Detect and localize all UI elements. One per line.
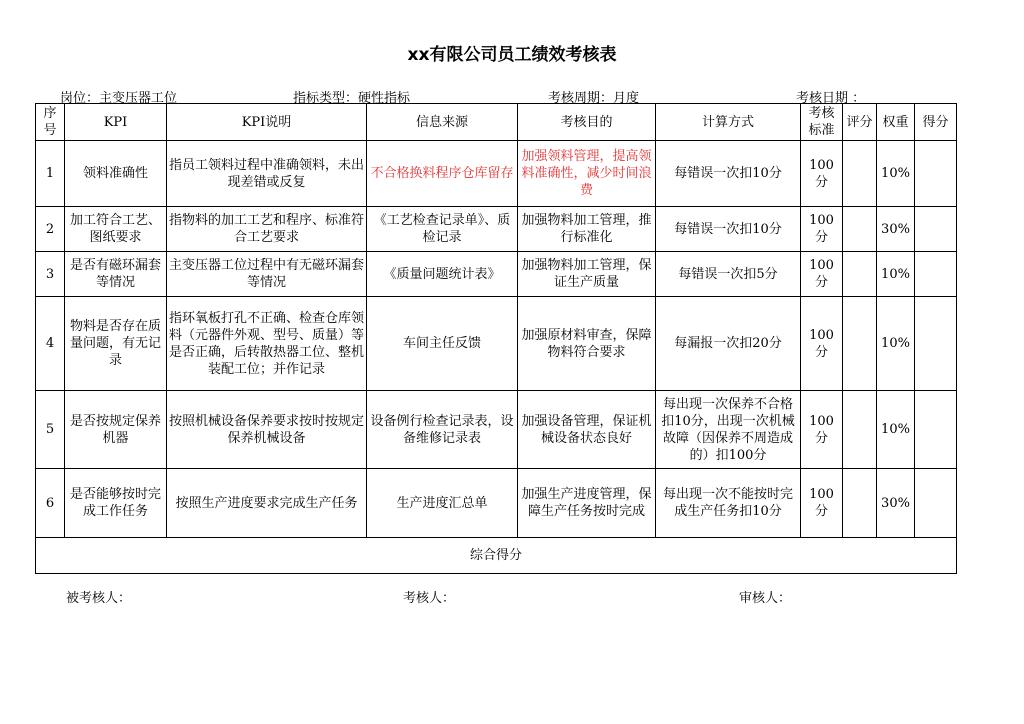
row-source: 《工艺检查记录单》、质检记录 [367,207,518,252]
row-source: 车间主任反馈 [367,297,518,391]
date-label: 考核日期 ： [796,91,866,106]
table-row [36,207,957,252]
row-result[interactable] [915,141,957,207]
row-purpose: 加强设备管理，保证机械设备状态良好 [518,391,656,469]
row-desc: 指员工领料过程中准确领料，未出现差错或反复 [167,141,367,207]
header-kpi: KPI [65,104,167,141]
row-kpi: 领料准确性 [65,141,167,207]
row-desc: 按照机械设备保养要求按时按规定保养机械设备 [167,391,367,469]
row-desc: 主变压器工位过程中有无磁环漏套等情况 [167,252,367,297]
row-result[interactable] [915,391,957,469]
assessee-signature: 被考核人： [66,591,132,606]
row-standard: 100分 [801,297,843,391]
row-source: 不合格换料程序仓库留存 [367,141,518,207]
row-kpi: 是否按规定保养机器 [65,391,167,469]
header-source: 信息来源 [367,104,518,141]
period-label: 考核周期：月度 [548,91,640,106]
table-row [36,252,957,297]
row-desc: 指物料的加工工艺和程序、标准符合工艺要求 [167,207,367,252]
row-score[interactable] [843,391,877,469]
row-standard: 100分 [801,391,843,469]
row-weight: 30% [877,469,915,538]
row-standard: 100分 [801,252,843,297]
row-calc: 每错误一次扣5分 [656,252,801,297]
row-no: 4 [36,297,65,391]
header-purpose: 考核目的 [518,104,656,141]
row-purpose: 加强物料加工管理，保证生产质量 [518,252,656,297]
row-score[interactable] [843,207,877,252]
row-source: 设备例行检查记录表，设备维修记录表 [367,391,518,469]
row-calc: 每错误一次扣10分 [656,141,801,207]
row-purpose: 加强领料管理，提高领料准确性，减少时间浪费 [518,141,656,207]
row-kpi: 是否有磁环漏套等情况 [65,252,167,297]
header-kpi-desc: KPI说明 [167,104,367,141]
row-purpose: 加强物料加工管理，推行标准化 [518,207,656,252]
table-row [36,469,957,538]
page-title: xx有限公司员工绩效考核表 [407,45,617,65]
indicator-type-label: 指标类型：硬性指标 [293,91,411,106]
row-calc: 每出现一次不能按时完成生产任务扣10分 [656,469,801,538]
row-desc: 按照生产进度要求完成生产任务 [167,469,367,538]
header-standard: 考核标准 [801,104,843,141]
summary-row [36,538,957,574]
row-score[interactable] [843,469,877,538]
table-row [36,141,957,207]
row-calc: 每漏报一次扣20分 [656,297,801,391]
row-standard: 100分 [801,469,843,538]
row-score[interactable] [843,297,877,391]
row-purpose: 加强生产进度管理，保障生产任务按时完成 [518,469,656,538]
row-weight: 10% [877,252,915,297]
row-source: 《质量问题统计表》 [367,252,518,297]
header-score: 评分 [843,104,877,141]
row-kpi: 是否能够按时完成工作任务 [65,469,167,538]
row-no: 1 [36,141,65,207]
row-score[interactable] [843,141,877,207]
row-no: 2 [36,207,65,252]
row-score[interactable] [843,252,877,297]
position-label: 岗位：主变压器工位 [60,91,178,106]
header-calc: 计算方式 [656,104,801,141]
row-no: 6 [36,469,65,538]
header-row [36,104,957,141]
row-no: 3 [36,252,65,297]
row-result[interactable] [915,252,957,297]
row-weight: 10% [877,297,915,391]
reviewer-signature: 审核人： [739,591,792,606]
table-row [36,297,957,391]
kpi-table [35,103,957,574]
assessor-signature: 考核人： [403,591,456,606]
row-result[interactable] [915,297,957,391]
row-calc: 每出现一次保养不合格扣10分，出现一次机械故障（因保养不周造成的）扣100分 [656,391,801,469]
row-no: 5 [36,391,65,469]
header-result: 得分 [915,104,957,141]
row-source: 生产进度汇总单 [367,469,518,538]
row-purpose: 加强原材料审查，保障物料符合要求 [518,297,656,391]
row-kpi: 加工符合工艺、图纸要求 [65,207,167,252]
row-result[interactable] [915,469,957,538]
row-standard: 100分 [801,141,843,207]
summary-label: 综合得分 [36,538,957,574]
header-no: 序号 [36,104,65,141]
row-weight: 10% [877,391,915,469]
header-weight: 权重 [877,104,915,141]
table-row [36,391,957,469]
row-weight: 30% [877,207,915,252]
row-desc: 指环氧板打孔不正确、检查仓库领料（元器件外观、型号、质量）等是否正确，后转散热器工位、整机装配工位；并作记录 [167,297,367,391]
row-weight: 10% [877,141,915,207]
row-standard: 100分 [801,207,843,252]
row-calc: 每错误一次扣10分 [656,207,801,252]
row-result[interactable] [915,207,957,252]
row-kpi: 物料是否存在质量问题，有无记录 [65,297,167,391]
